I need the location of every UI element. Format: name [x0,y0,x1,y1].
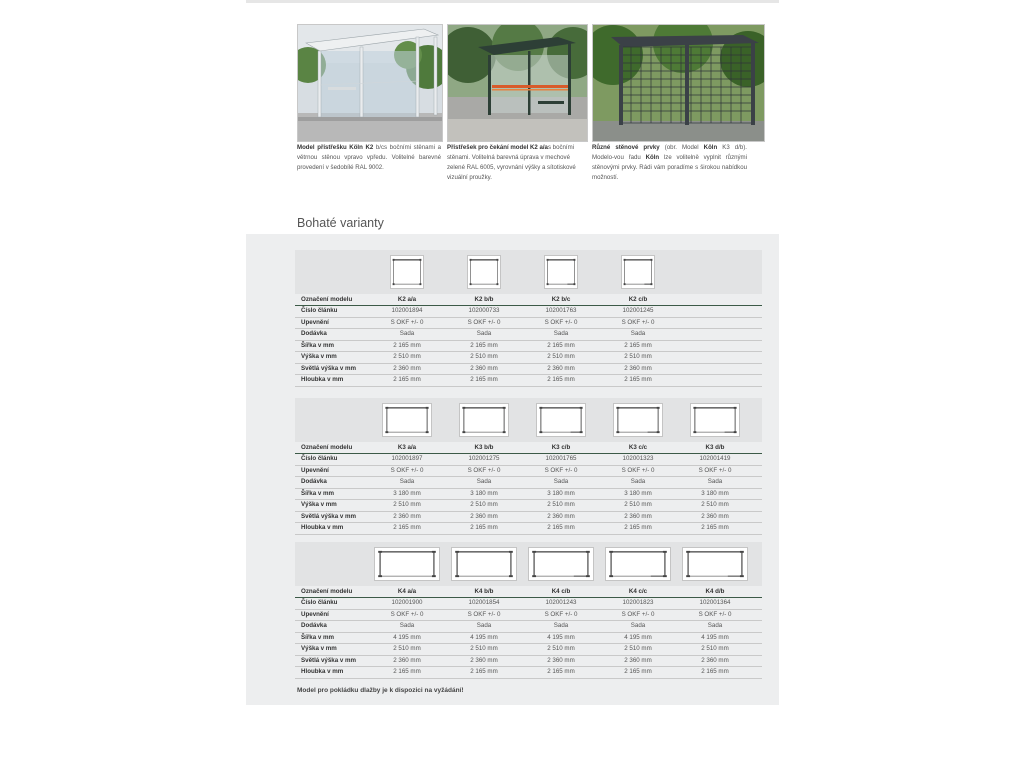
cell-depth: 2 165 mm [701,668,729,675]
cell-article-number: 102000733 [468,307,500,314]
floor-plan-icon [682,547,748,581]
cell-width: 3 180 mm [393,489,421,497]
cell-article-number: 102001765 [545,455,577,462]
cell-article-number: 102001894 [391,307,423,314]
row-label-mounting: Upevnění [301,466,329,474]
table-row-depth [295,667,762,679]
variant-table-2 [295,398,762,535]
floor-plan-icon [690,403,740,437]
cell-delivery: Sada [630,622,646,629]
table-row-model-designation [295,294,762,306]
row-label-model-designation: Označení modelu [301,296,353,303]
cell-delivery: Sada [707,478,723,485]
cell-mounting: S OKF +/- 0 [390,318,424,326]
cell-model-designation: K3 a/a [397,444,417,451]
floor-plan-icon [382,403,432,437]
footer-note: Model pro pokládku dlažby je k dispozici na vyžádání! [297,687,464,694]
cell-delivery: Sada [476,622,492,629]
table-row-depth [295,523,762,535]
table-row-mounting [295,318,762,330]
table-row-width [295,633,762,645]
cell-article-number: 102001854 [468,599,500,606]
cell-delivery: Sada [476,330,492,337]
cell-height: 2 510 mm [393,501,421,508]
row-label-depth: Hloubka v mm [301,668,344,675]
photo-shelter-k3-db [592,24,765,142]
row-label-delivery: Dodávka [301,478,327,485]
cell-mounting: S OKF +/- 0 [698,610,732,618]
table-row-model-designation [295,586,762,598]
cell-depth: 2 165 mm [624,376,652,383]
cell-width: 4 195 mm [547,633,575,641]
table-row-mounting [295,610,762,622]
floor-plan-icon [467,255,501,289]
row-label-delivery: Dodávka [301,330,327,337]
table-row-height [295,352,762,364]
table-row-depth [295,375,762,387]
cell-width: 2 165 mm [624,341,652,349]
row-label-height: Výška v mm [301,501,337,508]
caption-3-text-2: K3 d/b). Modelo-vou řadu [592,144,747,161]
row-label-depth: Hloubka v mm [301,524,344,531]
catalog-page [246,0,779,705]
table-row-delivery [295,621,762,633]
cell-article-number: 102001243 [545,599,577,606]
cell-depth: 2 165 mm [547,668,575,675]
cell-depth: 2 165 mm [470,524,498,531]
cell-width: 2 165 mm [393,341,421,349]
caption-1-bold: Model přístřešku Köln K2 [297,144,374,151]
cell-width: 3 180 mm [701,489,729,497]
cell-model-designation: K2 b/c [551,296,571,303]
cell-height: 2 510 mm [470,353,498,360]
cell-model-designation: K4 c/b [551,588,571,595]
cell-height: 2 510 mm [470,645,498,652]
cell-clear-height: 2 360 mm [393,656,421,664]
cell-article-number: 102001823 [622,599,654,606]
caption-3-bold-3: Köln [645,154,660,161]
cell-width: 3 180 mm [470,489,498,497]
cell-depth: 2 165 mm [393,376,421,383]
cell-height: 2 510 mm [393,645,421,652]
floor-plan-icon [459,403,509,437]
cell-delivery: Sada [630,330,646,337]
cell-mounting: S OKF +/- 0 [698,466,732,474]
cell-clear-height: 2 360 mm [547,512,575,520]
cell-depth: 2 165 mm [547,376,575,383]
cell-depth: 2 165 mm [470,376,498,383]
cell-model-designation: K3 c/c [628,444,648,451]
cell-width: 4 195 mm [470,633,498,641]
table-row-delivery [295,477,762,489]
variant-table-head [295,398,762,442]
cell-height: 2 510 mm [624,645,652,652]
table-row-width [295,341,762,353]
row-label-delivery: Dodávka [301,622,327,629]
photo-shelter-k2-aa [447,24,588,142]
cell-mounting: S OKF +/- 0 [467,318,501,326]
caption-2-bold: Přístřešek pro čekání model K2 a/a [447,144,548,151]
caption-3-text-3: lze volitelně vyplnit různými stěnovými prvky. Rádi vám poradíme s širokou nabídkou možností. [592,154,747,181]
cell-model-designation: K4 a/a [397,588,417,595]
variant-table-1 [295,250,762,387]
row-label-width: Šířka v mm [301,489,335,497]
floor-plan-icon [390,255,424,289]
cell-clear-height: 2 360 mm [547,364,575,372]
section-title: Bohaté varianty [297,216,384,230]
table-row-delivery [295,329,762,341]
cell-model-designation: K4 b/b [474,588,494,595]
cell-mounting: S OKF +/- 0 [621,466,655,474]
row-label-clear-height: Světlá výška v mm [301,656,357,664]
cell-clear-height: 2 360 mm [470,656,498,664]
cell-depth: 2 165 mm [470,668,498,675]
cell-delivery: Sada [553,330,569,337]
cell-article-number: 102001900 [391,599,423,606]
cell-clear-height: 2 360 mm [470,512,498,520]
cell-height: 2 510 mm [624,501,652,508]
caption-3-bold-2: Köln [703,144,718,151]
cell-clear-height: 2 360 mm [470,364,498,372]
table-row-width [295,489,762,501]
cell-article-number: 102001323 [622,455,654,462]
row-label-mounting: Upevnění [301,610,329,618]
cell-article-number: 102001245 [622,307,654,314]
cell-depth: 2 165 mm [393,668,421,675]
cell-width: 2 165 mm [547,341,575,349]
cell-clear-height: 2 360 mm [624,364,652,372]
cell-model-designation: K3 c/b [551,444,571,451]
table-row-clear-height [295,656,762,668]
cell-model-designation: K4 c/c [628,588,648,595]
cell-delivery: Sada [399,330,415,337]
caption-3-bold: Různé stěnové prvky [592,144,660,151]
table-row-height [295,500,762,512]
cell-width: 3 180 mm [624,489,652,497]
cell-depth: 2 165 mm [393,524,421,531]
floor-plan-icon [451,547,517,581]
cell-height: 2 510 mm [547,501,575,508]
cell-width: 4 195 mm [393,633,421,641]
floor-plan-icon [613,403,663,437]
cell-delivery: Sada [630,478,646,485]
row-label-clear-height: Světlá výška v mm [301,512,357,520]
variant-table-3 [295,542,762,679]
row-label-article-number: Číslo článku [301,455,338,462]
cell-height: 2 510 mm [470,501,498,508]
row-label-depth: Hloubka v mm [301,376,344,383]
cell-width: 4 195 mm [701,633,729,641]
cell-delivery: Sada [553,478,569,485]
cell-mounting: S OKF +/- 0 [390,610,424,618]
cell-article-number: 102001897 [391,455,423,462]
row-label-height: Výška v mm [301,353,337,360]
cell-clear-height: 2 360 mm [624,512,652,520]
cell-mounting: S OKF +/- 0 [544,466,578,474]
caption-photo-2 [447,143,587,183]
cell-model-designation: K3 d/b [705,444,725,451]
cell-height: 2 510 mm [701,501,729,508]
cell-clear-height: 2 360 mm [624,656,652,664]
variant-table-head [295,542,762,586]
floor-plan-icon [528,547,594,581]
floor-plan-icon [605,547,671,581]
cell-depth: 2 165 mm [547,524,575,531]
row-label-width: Šířka v mm [301,633,335,641]
cell-article-number: 102001275 [468,455,500,462]
cell-model-designation: K2 c/b [628,296,648,303]
table-row-article-number [295,454,762,466]
cell-width: 4 195 mm [624,633,652,641]
row-label-article-number: Číslo článku [301,307,338,314]
floor-plan-icon [544,255,578,289]
cell-model-designation: K3 b/b [474,444,494,451]
cell-model-designation: K2 b/b [474,296,494,303]
cell-mounting: S OKF +/- 0 [467,466,501,474]
cell-delivery: Sada [707,622,723,629]
cell-delivery: Sada [476,478,492,485]
cell-height: 2 510 mm [393,353,421,360]
cell-mounting: S OKF +/- 0 [467,610,501,618]
cell-depth: 2 165 mm [701,524,729,531]
cell-model-designation: K2 a/a [397,296,417,303]
table-row-clear-height [295,364,762,376]
cell-clear-height: 2 360 mm [393,364,421,372]
row-label-height: Výška v mm [301,645,337,652]
caption-3-text-1: (obr. Model [659,144,704,151]
cell-depth: 2 165 mm [624,524,652,531]
cell-mounting: S OKF +/- 0 [544,318,578,326]
cell-delivery: Sada [399,478,415,485]
floor-plan-icon [536,403,586,437]
cell-mounting: S OKF +/- 0 [621,610,655,618]
cell-delivery: Sada [553,622,569,629]
cell-clear-height: 2 360 mm [701,512,729,520]
floor-plan-icon [621,255,655,289]
cell-clear-height: 2 360 mm [701,656,729,664]
top-rule [246,0,779,3]
row-label-article-number: Číslo článku [301,599,338,606]
cell-height: 2 510 mm [624,353,652,360]
cell-height: 2 510 mm [547,353,575,360]
cell-height: 2 510 mm [547,645,575,652]
cell-width: 2 165 mm [470,341,498,349]
caption-2-text: s bočními stěnami. Volitelná barevná úprava v mechové zelené RAL 6005, vyrovnání výšky a sítotiskové vizuální proužky. [447,144,576,181]
row-label-model-designation: Označení modelu [301,444,353,451]
variant-table-head [295,250,762,294]
cell-model-designation: K4 d/b [705,588,725,595]
row-label-width: Šířka v mm [301,341,335,349]
cell-article-number: 102001763 [545,307,577,314]
cell-article-number: 102001364 [699,599,731,606]
row-label-model-designation: Označení modelu [301,588,353,595]
cell-mounting: S OKF +/- 0 [544,610,578,618]
cell-delivery: Sada [399,622,415,629]
floor-plan-icon [374,547,440,581]
cell-height: 2 510 mm [701,645,729,652]
row-label-clear-height: Světlá výška v mm [301,364,357,372]
table-row-model-designation [295,442,762,454]
caption-1-text: b/cs bočními stěnami a větrnou stěnou vpravo vpředu. Volitelné barevné provedení v šedobílé RAL 9002. [297,144,441,171]
cell-depth: 2 165 mm [624,668,652,675]
cell-mounting: S OKF +/- 0 [621,318,655,326]
row-label-mounting: Upevnění [301,318,329,326]
caption-photo-1 [297,143,441,173]
cell-clear-height: 2 360 mm [393,512,421,520]
photo-shelter-k2-bc [297,24,443,142]
cell-clear-height: 2 360 mm [547,656,575,664]
table-row-article-number [295,306,762,318]
table-row-height [295,644,762,656]
caption-photo-3 [592,143,747,183]
table-row-clear-height [295,512,762,524]
cell-width: 3 180 mm [547,489,575,497]
cell-article-number: 102001419 [699,455,731,462]
table-row-mounting [295,466,762,478]
cell-mounting: S OKF +/- 0 [390,466,424,474]
table-row-article-number [295,598,762,610]
